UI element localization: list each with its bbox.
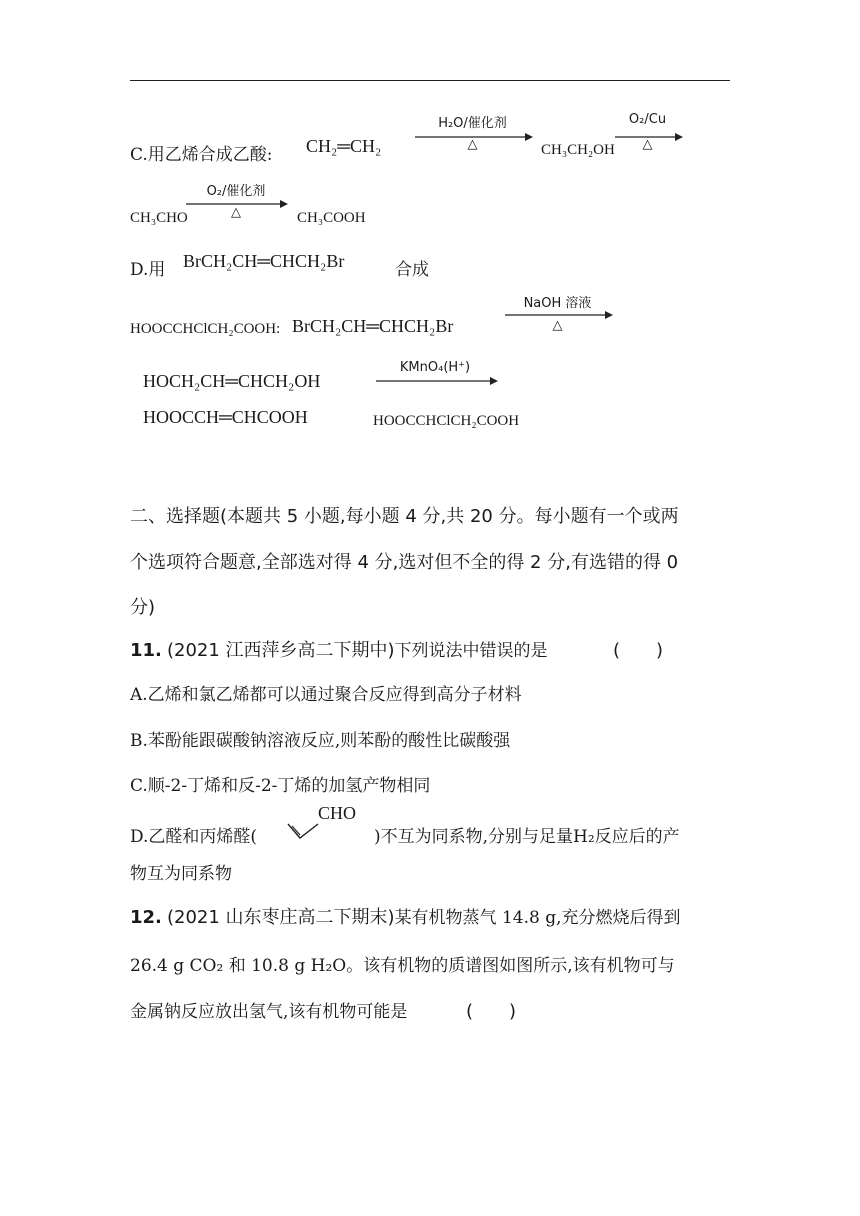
question-11-stem: 下列说法中错误的是 xyxy=(394,641,548,661)
option-c-arrow2-top: O₂/Cu xyxy=(628,112,667,127)
question-11-option-d-suffix: )不互为同系物,分别与足量H₂反应后的产 xyxy=(374,827,680,847)
section-heading-line3: 分) xyxy=(130,597,156,618)
question-12-line1: 某有机物蒸气 14.8 g,充分燃烧后得到 xyxy=(394,908,681,928)
option-c-arrow1-bottom: △ xyxy=(467,137,478,152)
option-c-arrow2-bottom: △ xyxy=(642,137,653,152)
option-c-product: CH₃COOH xyxy=(297,210,366,226)
question-12-number: 12. xyxy=(130,907,162,928)
option-d-reactant2: BrCH₂CH═CHCH₂Br xyxy=(292,316,454,336)
option-c-arrow1-top: H₂O/催化剂 xyxy=(438,116,507,131)
option-c-reactant: CH₂═CH₂ xyxy=(306,136,382,156)
option-d-target: HOOCCHClCH₂COOH: xyxy=(130,321,281,337)
question-12-line2: 26.4 g CO₂ 和 10.8 g H₂O。该有机物的质谱图如图所示,该有机物可与 xyxy=(130,956,675,976)
option-c-arrow3-top: O₂/催化剂 xyxy=(206,184,266,199)
question-12-blank: ( ) xyxy=(466,1001,517,1022)
question-12-source: (2021 山东枣庄高二下期末) xyxy=(166,907,395,928)
question-11-source: (2021 江西萍乡高二下期中) xyxy=(166,640,395,661)
option-d-intermediate1: HOCH₂CH═CHCH₂OH xyxy=(143,371,321,391)
question-11-option-d-group: CHO xyxy=(318,803,357,823)
option-c-arrow3-bottom: △ xyxy=(231,205,241,220)
question-11-header xyxy=(130,636,548,662)
section-heading-line2: 个选项符合题意,全部选对得 4 分,选对但不全的得 2 分,有选错的得 0 xyxy=(130,552,679,573)
question-12-line3: 金属钠反应放出氢气,该有机物可能是 xyxy=(130,1002,408,1022)
option-d-arrow1-bottom: △ xyxy=(552,318,563,333)
question-11-option-c: C.顺-2-丁烯和反-2-丁烯的加氢产物相同 xyxy=(130,776,431,796)
option-d-product: HOOCCHClCH₂COOH xyxy=(373,413,520,429)
option-c-intermediate2: CH₃CHO xyxy=(130,210,188,226)
question-11-blank: ( ) xyxy=(613,640,664,661)
option-d-label-suffix: 合成 xyxy=(395,260,429,280)
question-11-option-d-line2: 物互为同系物 xyxy=(130,864,232,884)
question-11-option-b: B.苯酚能跟碳酸钠溶液反应,则苯酚的酸性比碳酸强 xyxy=(130,731,511,751)
question-12-header xyxy=(130,903,681,929)
option-d-arrow1-top: NaOH 溶液 xyxy=(523,296,592,311)
question-11-number: 11. xyxy=(130,640,162,661)
option-c-label: C.用乙烯合成乙酸: xyxy=(130,145,273,165)
question-11-option-a: A.乙烯和氯乙烯都可以通过聚合反应得到高分子材料 xyxy=(130,685,522,705)
reaction-arrow-icon xyxy=(376,375,498,387)
acrolein-skeleton-icon xyxy=(286,820,320,842)
question-11-option-d-prefix: D.乙醛和丙烯醛( xyxy=(130,827,258,847)
option-d-label-prefix: D.用 xyxy=(130,260,166,280)
top-rule xyxy=(130,80,730,81)
option-d-intermediate2: HOOCCH═CHCOOH xyxy=(143,407,308,427)
section-heading-line1: 二、选择题(本题共 5 小题,每小题 4 分,共 20 分。每小题有一个或两 xyxy=(130,506,679,527)
option-d-arrow2-top: KMnO₄(H⁺) xyxy=(399,360,471,375)
option-c-intermediate1: CH₃CH₂OH xyxy=(541,142,615,158)
option-d-reactant: BrCH₂CH═CHCH₂Br xyxy=(183,251,345,271)
